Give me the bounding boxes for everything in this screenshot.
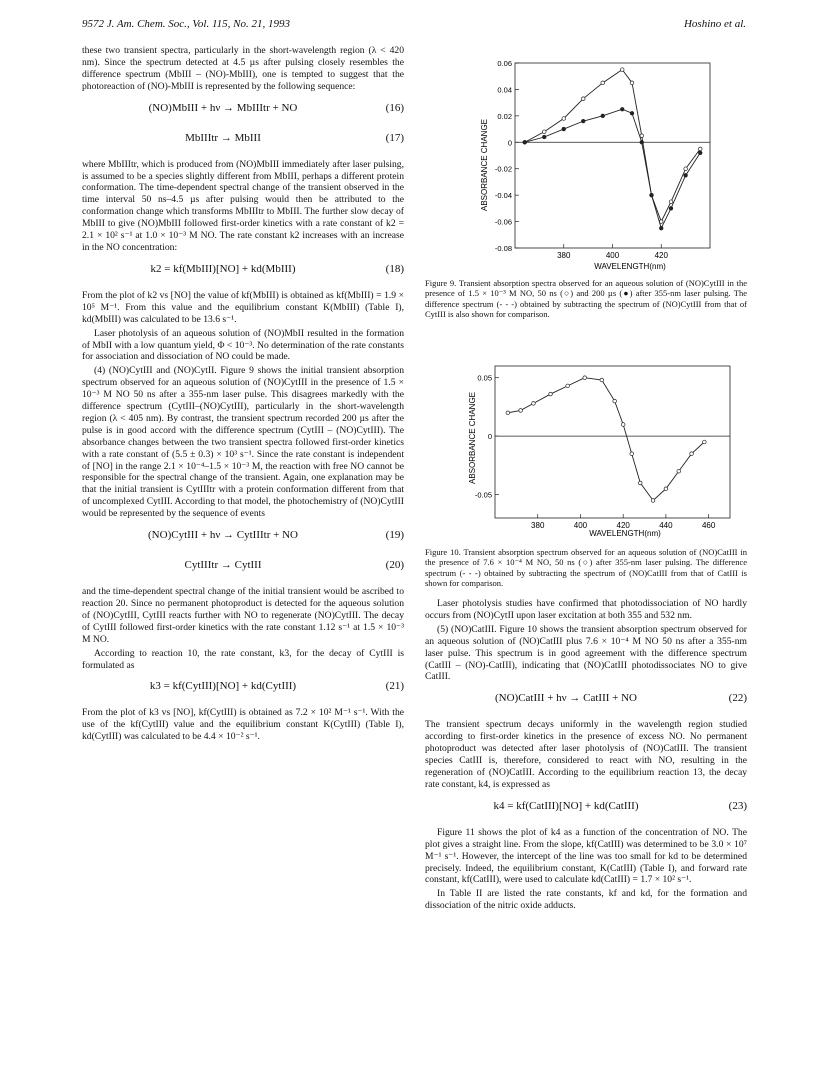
equation-17: MbIIItr → MbIII (17) <box>185 131 404 144</box>
data-point <box>640 140 644 144</box>
x-tick-label: 440 <box>659 521 673 530</box>
plot-frame <box>515 63 710 248</box>
authors: Hoshino et al. <box>683 18 746 30</box>
data-point <box>698 147 702 151</box>
data-point <box>703 440 707 444</box>
figure-9 <box>475 55 715 275</box>
y-tick-label: 0 <box>507 138 512 148</box>
data-point <box>640 134 644 138</box>
data-point <box>562 127 566 131</box>
x-tick-label: 380 <box>557 251 571 260</box>
data-point <box>613 399 617 403</box>
equation-20: CytIIItr → CytIII (20) <box>184 559 404 572</box>
paragraph: these two transient spectra, particularly in the short-wavelength region (λ < 420 nm). Since the spectrum detected at 4.5 µs after pulsing closely resembles the difference spectrum (MbIII – (NO)-MbIII), one is tempted to suggest that the photoreaction of (NO)-MbIII is represented by the following sequence: <box>82 45 404 92</box>
paragraph: From the plot of k2 vs [NO] the value of kf(MbIII) is obtained as kf(MbIII) = 1.9 × 10⁵ M⁻¹. From this value and the equilibrium constant K(MbIII) (Table I), kd(MbIII) was calculated to be 13.6 s⁻¹. <box>82 289 404 325</box>
data-point <box>523 140 527 144</box>
y-axis-label: ABSORBANCE CHANGE <box>468 391 477 485</box>
y-tick-label: -0.02 <box>494 164 512 174</box>
data-point <box>630 111 634 115</box>
y-tick-label: 0.02 <box>497 111 512 121</box>
data-point <box>581 97 585 101</box>
right-column <box>425 598 747 914</box>
y-tick-label: -0.05 <box>474 490 492 500</box>
figure-10-caption: Figure 10. Transient absorption spectrum observed for an aqueous solution of (NO)CatIII in the presence of 7.6 × 10⁻⁴ M NO, 50 ns (○) after 355-nm laser pulsing. The difference spectrum (- - -) obtained by subtracting the spectrum of (NO)CatIII from that of CatIII is shown for comparison. <box>425 547 747 588</box>
series-line <box>508 378 705 501</box>
y-tick-label: -0.04 <box>494 191 512 201</box>
figure-10-chart <box>465 358 735 538</box>
equation-21: k3 = kf(CytIII)[NO] + kd(CytIII) (21) <box>149 680 404 693</box>
paragraph: From the plot of k3 vs [NO], kf(CytIII) is obtained as 7.2 × 10² M⁻¹ s⁻¹. With the use of the kf(CytIII) value and the equilibrium constant K(CytIII) (Table I), kd(CytIII) was calculated to be 4.4 × 10⁻² s⁻¹. <box>82 707 404 743</box>
y-tick-label: 0.04 <box>497 85 512 95</box>
x-tick-label: 420 <box>654 251 668 260</box>
data-point <box>600 378 604 382</box>
series-line <box>525 70 701 222</box>
figure-10 <box>465 358 735 538</box>
page-header <box>82 18 746 34</box>
data-point <box>651 499 655 503</box>
y-tick-label: 0.06 <box>497 59 512 68</box>
data-point <box>659 226 663 230</box>
data-point <box>638 481 642 485</box>
x-axis-label: WAVELENGTH(nm) <box>594 262 666 271</box>
equation-18: k2 = kf(MbIII)[NO] + kd(MbIII) (18) <box>150 262 404 275</box>
x-tick-label: 400 <box>573 521 588 530</box>
equation-22: (NO)CatIII + hν → CatIII + NO (22) <box>494 692 747 705</box>
x-tick-label: 380 <box>531 521 545 530</box>
x-tick-label: 420 <box>616 521 630 530</box>
data-point <box>621 423 625 427</box>
data-point <box>620 68 624 72</box>
data-point <box>549 392 553 396</box>
x-tick-label: 400 <box>605 251 620 260</box>
paragraph: In Table II are listed the rate constants, kf and kd, for the formation and dissociation of the nitric oxide adducts. <box>425 888 747 912</box>
equation-16: (NO)MbIII + hν → MbIIItr + NO (16) <box>148 101 404 114</box>
data-point <box>664 487 668 491</box>
left-column <box>82 45 404 745</box>
data-point <box>684 174 688 178</box>
paragraph: where MbIIItr, which is produced from (NO)MbIII immediately after laser pulsing, is assumed to be a species slightly different from MbIII, perhaps a different protein conformation. The time-dependent spectral change of the transient observed in the time interval 50 ns–4.5 µs after pulsing would then be attributed to the conformation change which transforms MbIIItr to MbIII. The further slow decay of MbIII to give (NO)MbIII followed first-order kinetics with a rate constant of k2 = 2.1 × 10² s⁻¹ at 1.0 × 10⁻³ M NO. The rate constant k2 increases with an increase in the NO concentration: <box>82 158 404 253</box>
paragraph: (5) (NO)CatIII. Figure 10 shows the transient absorption spectrum observed for an aqueous solution of (NO)CatIII plus 7.6 × 10⁻⁴ M NO 50 ns after a 355-nm laser pulse. This spectrum is in good agreement with the difference spectrum (CatIII – (NO)-CatIII), indicating that (NO)CatIII photodissociates NO to give CatIII. <box>425 623 747 683</box>
data-point <box>562 117 566 121</box>
data-point <box>630 452 634 456</box>
data-point <box>669 200 673 204</box>
data-point <box>519 409 523 413</box>
data-point <box>650 193 654 197</box>
plot-frame <box>495 366 730 518</box>
data-point <box>542 130 546 134</box>
data-point <box>506 411 510 415</box>
y-tick-label: 0.05 <box>477 373 492 383</box>
data-point <box>601 114 605 118</box>
data-point <box>542 135 546 139</box>
paragraph: The transient spectrum decays uniformly in the wavelength region studied according to first-order kinetics in the presence of excess NO. No permanent photoproduct was detected after laser photolysis of (NO)CatIII. The transient species CatIII is, therefore, considered to react with NO, resulting in the regeneration of (NO)CatIII. According to the equilibrium reaction 13, the decay rate constant, k4, is expressed as <box>425 719 747 790</box>
data-point <box>684 167 688 171</box>
equation-19: (NO)CytIII + hν → CytIIItr + NO (19) <box>148 529 404 542</box>
data-point <box>620 107 624 111</box>
y-tick-label: -0.08 <box>494 244 512 253</box>
data-point <box>583 376 587 380</box>
x-axis-label: WAVELENGTH(nm) <box>589 529 661 538</box>
data-point <box>601 81 605 85</box>
data-point <box>698 151 702 155</box>
y-axis-label: ABSORBANCE CHANGE <box>480 118 489 212</box>
data-point <box>677 469 681 473</box>
y-tick-label: -0.06 <box>494 217 512 227</box>
equation-23: k4 = kf(CatIII)[NO] + kd(CatIII) (23) <box>493 799 747 812</box>
figure-9-chart <box>475 55 715 275</box>
journal-citation: 9572 J. Am. Chem. Soc., Vol. 115, No. 21, 1993 <box>82 18 290 30</box>
data-point <box>669 207 673 211</box>
paragraph: and the time-dependent spectral change of the initial transient would be ascribed to reaction 20. Since no permanent photoproduct is detected for the aqueous solution of (NO)CytIII, CytIII reacts further with NO to regenerate (NO)CytIII. The decay of CytIII followed first-order kinetics with the rate constant 1.12 s⁻¹ at 1.5 × 10⁻³ M NO. <box>82 586 404 645</box>
data-point <box>532 402 536 406</box>
paragraph: According to reaction 10, the rate constant, k3, for the decay of CytIII is formulated as <box>82 647 404 671</box>
paragraph: Laser photolysis studies have confirmed that photodissociation of NO hardly occurs from (NO)CytII upon laser excitation at both 355 and 532 nm. <box>425 598 747 621</box>
data-point <box>581 119 585 123</box>
paragraph: Laser photolysis of an aqueous solution of (NO)MbII resulted in the formation of MbII with a low quantum yield, Φ < 10⁻³. No determination of the rate constants for association and dissociation of NO could be made. <box>82 327 404 363</box>
x-tick-label: 460 <box>701 521 716 530</box>
paragraph: Figure 11 shows the plot of k4 as a function of the concentration of NO. The plot gives a straight line. From the slope, kf(CatIII) was determined to be 3.0 × 10⁷ M⁻¹ s⁻¹. However, the intercept of the line was too small for kd to be determined precisely. Indeed, the equilibrium constant, K(CatIII) (Table I), and forward rate constant, kf(CatIII), were used to calculate kd(CatIII) = 1.7 × 10² s⁻¹. <box>425 826 747 886</box>
data-point <box>690 452 694 456</box>
data-point <box>630 81 634 85</box>
data-point <box>566 384 570 388</box>
figure-9-caption: Figure 9. Transient absorption spectra observed for an aqueous solution of (NO)CytIII in the presence of 1.5 × 10⁻³ M NO, 50 ns (○) and 200 µs (●) after 355-nm laser pulsing. The difference spectrum (- - -) obtained by subtracting the spectrum of (NO)CytIII from that of CytIII is also shown for comparison. <box>425 278 747 319</box>
paragraph: (4) (NO)CytIII and (NO)CytII. Figure 9 shows the initial transient absorption spectrum observed for an aqueous solution of (NO)CytIII in the presence of 1.5 × 10⁻³ M NO 50 ns after a 355-nm laser pulse. This disagrees markedly with the difference spectrum (CytIII–(NO)CytIII), particularly in the short-wavelength region (λ < 405 nm). By contrast, the transient spectrum recorded 200 µs after the pulse is in good accord with the difference spectrum (CytIII – (NO)CytIII). The absorbance changes between the two transient spectra followed first-order kinetics with a rate constant of (5.5 ± 0.3) × 10³ s⁻¹. Since the rate constant is independent of [NO] in the range 2.1 × 10⁻⁴–1.5 × 10⁻³ M, the reaction with free NO cannot be responsible for the spectral change of the transient. Again, one explanation may be that the initial transient is CytIIItr with a protein conformation different from that of uncomplexed CytIII. According to that model, the photochemistry of (NO)CytIII would be represented by the sequence of events <box>82 365 404 520</box>
y-tick-label: 0 <box>487 432 492 442</box>
